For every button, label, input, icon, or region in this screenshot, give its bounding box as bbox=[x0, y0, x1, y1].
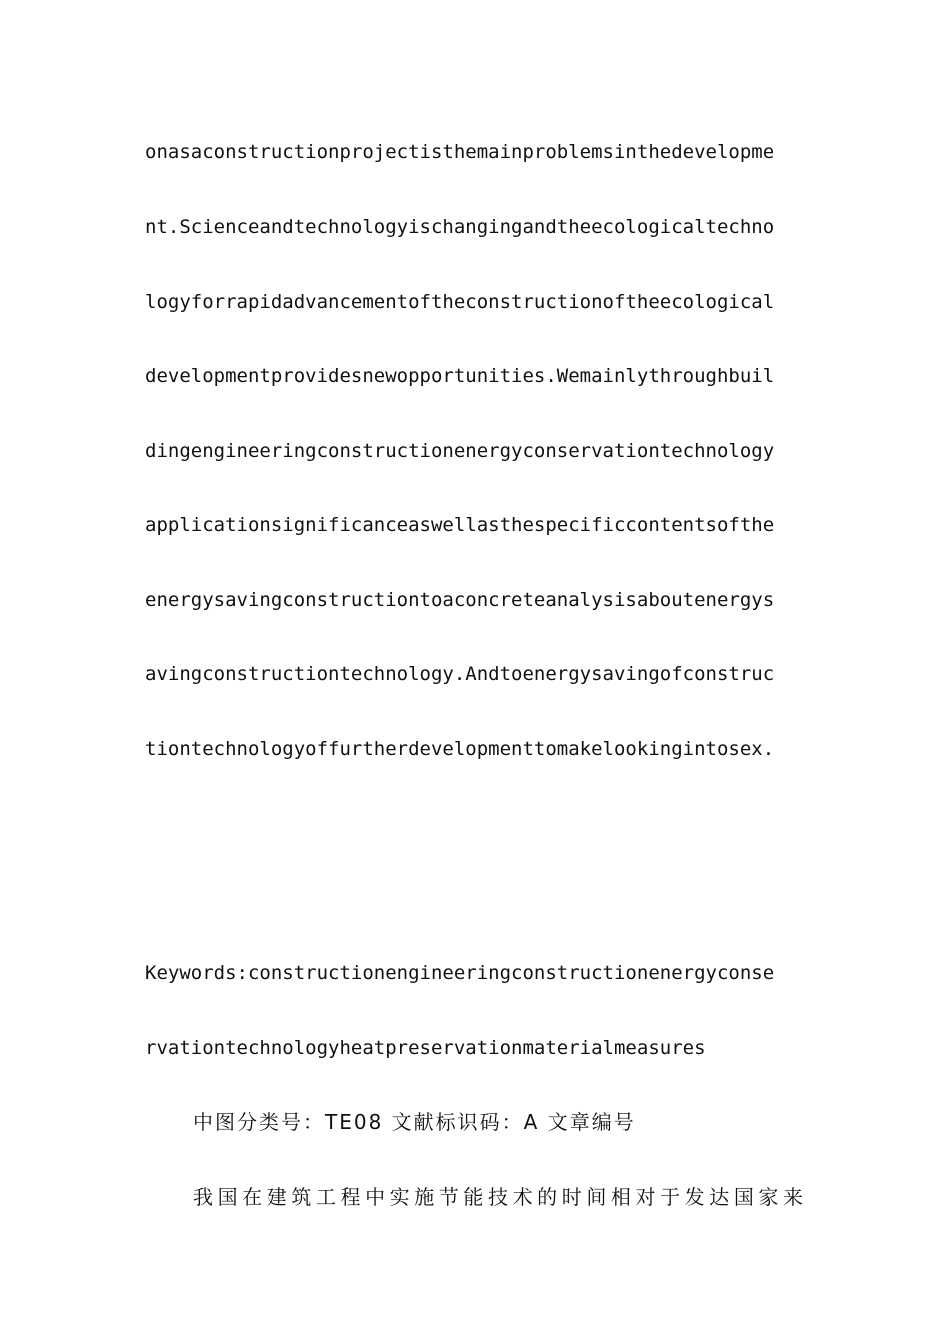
abstract-line-9: tiontechnologyoffurtherdevelopmenttomakelookingintosex. bbox=[145, 738, 775, 760]
abstract-line-2: nt.Scienceandtechnologyischangingandtheecologicaltechno bbox=[145, 216, 775, 238]
body-text-line: 我国在建筑工程中实施节能技术的时间相对于发达国家来 bbox=[193, 1185, 805, 1209]
abstract-line-1: onasaconstructionprojectisthemainproblemsinthedevelopme bbox=[145, 141, 775, 163]
abstract-line-3: logyforrapidadvancementoftheconstructionoftheecological bbox=[145, 291, 775, 313]
keywords-line-2: rvationtechnologyheatpreservationmaterialmeasures bbox=[145, 1037, 706, 1059]
classification-line: 中图分类号：TE08 文献标识码：A 文章编号 bbox=[193, 1110, 636, 1134]
keywords-line-1: Keywords:constructionengineeringconstructionenergyconse bbox=[145, 962, 775, 984]
abstract-line-8: avingconstructiontechnology.Andtoenergysavingofconstruc bbox=[145, 663, 775, 685]
abstract-line-6: applicationsignificanceaswellasthespecificcontentsofthe bbox=[145, 514, 775, 536]
abstract-line-5: dingengineeringconstructionenergyconservationtechnology bbox=[145, 440, 775, 462]
abstract-line-7: energysavingconstructiontoaconcreteanalysisaboutenergys bbox=[145, 589, 775, 611]
abstract-line-4: developmentprovidesnewopportunities.Wemainlythroughbuil bbox=[145, 365, 775, 387]
